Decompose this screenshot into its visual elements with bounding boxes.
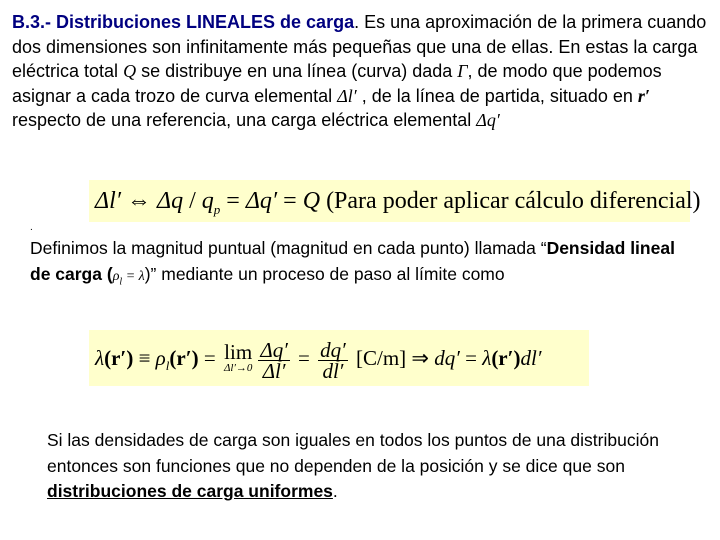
formula-equals-2: =	[292, 346, 316, 370]
total-charge-symbol: Q	[123, 61, 137, 81]
banner-q: q	[201, 188, 214, 214]
banner-equals-2: =	[277, 188, 303, 214]
formula-equiv: ≡	[133, 346, 156, 370]
delta-l-symbol: Δl′	[337, 85, 357, 106]
definition-term: Densidad lineal de carga (	[30, 238, 675, 284]
linear-density-formula	[89, 330, 589, 386]
formula-rho: ρ	[155, 346, 166, 370]
curve-symbol: Γ	[457, 61, 468, 81]
equivalence-banner	[89, 180, 701, 222]
formula-r-prime-3: (r′)	[491, 346, 521, 370]
fraction-delta-numerator: Δq′	[260, 337, 288, 362]
banner-slash: /	[183, 188, 202, 214]
definition-text-1: Definimos la magnitud puntual (magnitud en cada punto) llamada “	[30, 238, 547, 258]
banner-delta-l: Δl′	[95, 188, 122, 214]
intro-text-4: , de la línea de partida, situado en	[356, 85, 638, 106]
fraction-differential	[318, 337, 348, 383]
formula-dq: dq′	[434, 346, 460, 370]
banner-note: (Para poder aplicar cálculo diferencial)	[320, 188, 701, 214]
definition-paragraph	[30, 236, 700, 295]
formula-equals-3: =	[459, 346, 483, 370]
closing-term: distribuciones de carga uniformes	[47, 481, 333, 501]
banner-total-q: Q	[302, 188, 321, 214]
formula-equals: =	[198, 346, 221, 370]
banner-delta-q-prime: Δq′	[245, 188, 278, 214]
limit-label: lim	[224, 340, 253, 365]
closing-text-1: Si las densidades de carga son iguales en todos los puntos de una distribución entonces son funciones que no dependen de la posición y se dice que son	[47, 430, 659, 476]
fraction-delta-denominator: Δl′	[262, 358, 286, 383]
banner-p-subscript: p	[213, 201, 221, 217]
bullet-dot: .	[30, 222, 33, 233]
section-title: B.3.- Distribuciones LINEALES de carga	[12, 12, 355, 32]
formula-r-prime-2: (r′)	[169, 346, 199, 370]
limit-subscript: Δl′→0	[223, 362, 253, 375]
intro-paragraph	[12, 10, 708, 133]
rho-equals-lambda: = λ	[122, 268, 145, 284]
formula-lambda-2: λ	[482, 346, 492, 370]
definition-text-2: )” mediante un proceso de paso al límite como	[144, 263, 505, 284]
intro-text-5: respecto de una referencia, una carga eléctrica elemental	[12, 110, 477, 130]
banner-delta-q: Δq	[157, 188, 184, 214]
intro-text-2: se distribuye en una línea (curva) dada	[136, 61, 458, 81]
rho-subscript: l	[119, 276, 123, 287]
closing-text-2: .	[332, 481, 338, 501]
intro-text-1: . Es una aproximación de la primera cuando dos dimensiones son infinitamente más pequeñas que una de ellas. En estas la carga eléctrica total	[12, 12, 707, 81]
fraction-delta	[258, 337, 289, 383]
banner-arrow: ⇔	[121, 188, 158, 214]
rho-symbol: ρ	[112, 268, 120, 284]
formula-unit: [C/m]	[350, 346, 412, 370]
formula-implies: ⇒	[411, 346, 435, 370]
formula-dl: dl′	[520, 346, 542, 370]
delta-q-symbol: Δq′	[476, 110, 500, 130]
lambda-symbol: λ	[95, 346, 105, 370]
formula-r-prime: (r′)	[104, 346, 134, 370]
banner-equals: =	[220, 188, 246, 214]
closing-paragraph	[47, 428, 697, 505]
formula-rho-subscript: l	[165, 358, 170, 374]
fraction-differential-numerator: dq′	[320, 337, 346, 362]
position-vector-symbol: r′	[637, 85, 650, 106]
intro-text-3: , de modo que podemos asignar a cada trozo de curva elemental	[12, 61, 662, 106]
limit-operator	[223, 340, 253, 376]
fraction-differential-denominator: dl′	[322, 358, 344, 383]
